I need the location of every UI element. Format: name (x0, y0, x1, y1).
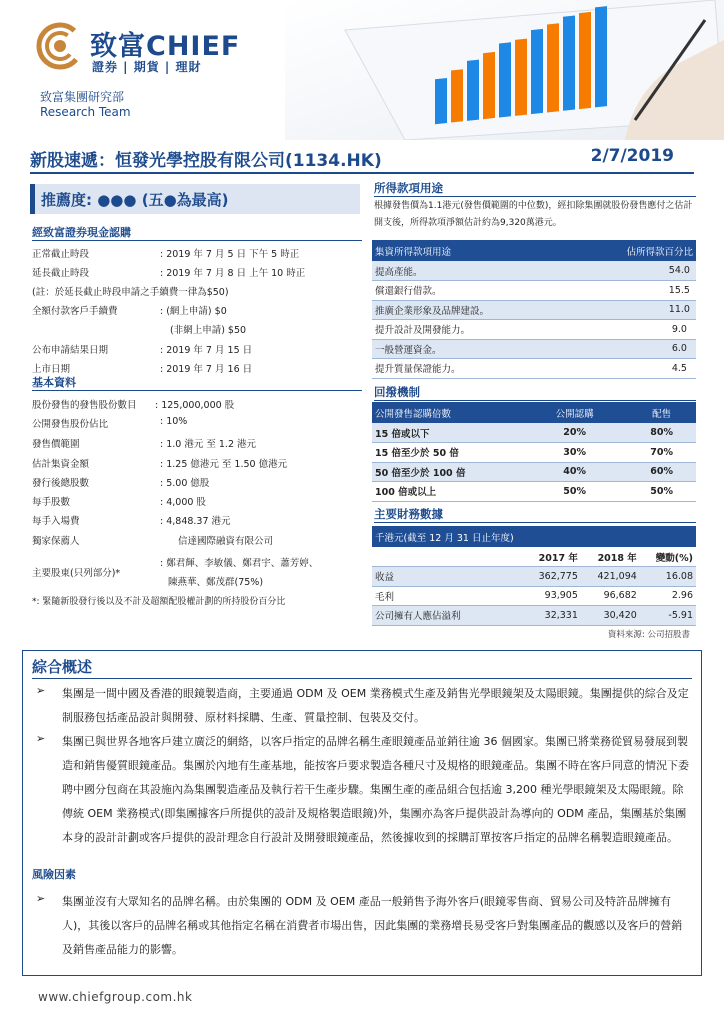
cell (372, 547, 522, 567)
cell: 15.5 (496, 281, 696, 301)
cell: 40% (522, 462, 627, 482)
table-header: 集資所得款項用途 (372, 240, 496, 261)
kv-value: : 鄭君輝、李敏儀、鄭君宇、蕭芳婷、 (160, 558, 319, 569)
cell: 11.0 (496, 300, 696, 320)
cell: 50 倍至少於 100 倍 (372, 462, 522, 482)
title-divider (30, 172, 694, 174)
kv-label: 主要股東(只列部分)* (32, 568, 121, 579)
summary-paragraph: 集團是一間中國及香港的眼鏡製造商，主要通過 ODM 及 OEM 業務模式生產及銷售光學眼鏡架及太陽眼鏡。集團提供的綜合及定制服務包括產品設計與開發、原材料採購、生產、質量控制、包裝及交付。 (62, 687, 689, 724)
table-header: 公開發售認購倍數 (372, 402, 522, 423)
bullet-arrow-icon: ➢ (36, 684, 46, 697)
cell: 提升質量保證能力。 (372, 359, 496, 379)
cell: 提高產能。 (372, 261, 496, 281)
brand-name: 致富CHIEF (90, 31, 241, 62)
cell: 毛利 (372, 586, 522, 606)
proceeds-heading: 所得款項用途 (374, 181, 443, 195)
kv-value: : 5.00 億股 (160, 478, 210, 489)
cell: -5.91 (640, 606, 696, 626)
cell: 收益 (372, 567, 522, 587)
kv-label: 股份發售的發售股份數目 (32, 400, 137, 411)
table-row (372, 281, 696, 301)
clawback-table (372, 402, 696, 502)
table-caption: 千港元(截至 12 月 31 日止年度) (372, 526, 696, 547)
risk-paragraph: 集團並沒有大眾知名的品牌名稱。由於集團的 ODM 及 OEM 產品一般銷售予海外客戶(眼鏡零售商、貿易公司及特許品牌擁有人)，其後以客戶的品牌名稱或其他指定名稱在消費者市場出售，因此集團的業務增長易受客戶對集團產品的觀感以及客戶的營銷及銷售產品能力的影響。 (62, 895, 683, 956)
table-row (372, 320, 696, 340)
table-row (372, 482, 696, 502)
kv-value: : 125,000,000 股 (155, 400, 235, 411)
kv-label: 公布申請結果日期 (32, 345, 109, 356)
cell: 2.96 (640, 586, 696, 606)
clawback-heading: 回撥機制 (374, 385, 420, 399)
brand-logo (36, 22, 276, 82)
proceeds-text: 根據發售價為1.1港元(發售價範圍的中位數)，經扣除集團就股份發售應付之估計開支後，所得款項淨額估計約為9,320萬港元。 (374, 201, 693, 228)
report-title-row (30, 146, 694, 172)
financials-heading: 主要財務數據 (374, 507, 443, 521)
column-header: 2018 年 (581, 547, 640, 567)
kv-label: 每手股數 (32, 497, 71, 508)
department-name-en: Research Team (40, 105, 131, 119)
cell: 一般營運資金。 (372, 339, 496, 359)
kv-value: 信達國際融資有限公司 (178, 536, 274, 547)
shareholder-note: *: 緊隨新股發行後以及不計及超額配股權計劃的所持股份百分比 (32, 597, 286, 607)
table-row (372, 339, 696, 359)
kv-label: 每手入場費 (32, 516, 80, 527)
kv-value: : 2019 年 7 月 16 日 (160, 364, 253, 375)
kv-label: 正常截止時段 (32, 249, 90, 260)
cell: 30,420 (581, 606, 640, 626)
basic-info-divider (32, 390, 362, 391)
table-row (372, 300, 696, 320)
brand-tagline: 證券 | 期貨 | 理財 (92, 60, 202, 74)
financials-divider (374, 522, 696, 523)
basic-info-heading: 基本資料 (32, 376, 76, 389)
cell: 50% (627, 482, 696, 502)
column-header: 2017 年 (522, 547, 581, 567)
table-row (372, 359, 696, 379)
kv-value: : 4,848.37 港元 (160, 516, 231, 527)
table-row (372, 567, 696, 587)
cell: 6.0 (496, 339, 696, 359)
kv-label: 獨家保薦人 (32, 536, 80, 547)
cell: 54.0 (496, 261, 696, 281)
kv-value: (非網上申請) $50 (170, 325, 247, 336)
recommendation-rating: 推薦度: ●●● (五●為最高) (41, 191, 229, 209)
kv-value: : (網上申請) $0 (160, 306, 227, 317)
table-row (372, 462, 696, 482)
table-row (372, 586, 696, 606)
footer-website-link[interactable]: www.chiefgroup.com.hk (38, 990, 193, 1004)
cell: 32,331 (522, 606, 581, 626)
subscription-divider (32, 240, 362, 241)
banner-chart-image (285, 0, 724, 140)
table-header: 配售 (627, 402, 696, 423)
cell: 362,775 (522, 567, 581, 587)
cell: 16.08 (640, 567, 696, 587)
kv-note: (註：於延長截止時段申請之手續費一律為$50) (32, 287, 229, 298)
cell: 20% (522, 423, 627, 443)
kv-label: 上市日期 (32, 364, 71, 375)
table-header: 公開認購 (522, 402, 627, 423)
kv-value: : 2019 年 7 月 15 日 (160, 345, 253, 356)
table-row (372, 443, 696, 463)
bullet-arrow-icon: ➢ (36, 892, 46, 905)
cell: 9.0 (496, 320, 696, 340)
cell: 100 倍或以上 (372, 482, 522, 502)
kv-label: 延長截止時段 (32, 268, 90, 279)
proceeds-table (372, 240, 696, 379)
subscription-heading: 經致富證券現金認購 (32, 226, 131, 239)
table-header-row (372, 526, 696, 547)
data-source-note: 資料來源: 公司招股書 (607, 630, 690, 640)
cell: 421,094 (581, 567, 640, 587)
cell: 70% (627, 443, 696, 463)
bullet-arrow-icon: ➢ (36, 732, 46, 745)
cell: 償還銀行借款。 (372, 281, 496, 301)
kv-value: : 2019 年 7 月 5 日 下午 5 時正 (160, 249, 300, 260)
kv-label: 全額付款客戶手續費 (32, 306, 118, 317)
summary-paragraph: 集團已與世界各地客戶建立廣泛的網絡，以客戶指定的品牌名稱生產眼鏡產品並銷往逾 36 個國家。集團已將業務從貿易發展到製造和銷售優質眼鏡產品。集團於內地有生產基地，能按客戶要求製造各種尺寸及規格的眼鏡產品。集團不時在客戶同意的情況下委聘中國分包商在其設施內為集團製造產品及執行若干生產步驟。集團生產的產品組合包括逾 3,200 種光學眼鏡架及太陽眼鏡。除傳統 OEM 業務模式(即集團據客戶所提供的設計及規格製造眼鏡)外，集團亦為客戶提供設計為導向的 ODM 產品，集團基於集團本身的設計計劃或客戶提供的設計理念自行設計及開發眼鏡產品，然後據收到的採購訂單按客戶指定的品牌名稱製造眼鏡產品。 (62, 735, 689, 844)
department-name: 致富集團研究部 (40, 90, 125, 104)
cell: 80% (627, 423, 696, 443)
table-row (372, 606, 696, 626)
kv-value: : 10% (160, 416, 188, 427)
cell: 93,905 (522, 586, 581, 606)
cell: 15 倍或以下 (372, 423, 522, 443)
cell: 96,682 (581, 586, 640, 606)
page-header (0, 0, 724, 135)
table-header: 佔所得款百分比 (496, 240, 696, 261)
kv-value: : 4,000 股 (160, 497, 206, 508)
cell: 15 倍至少於 50 倍 (372, 443, 522, 463)
kv-value: : 1.0 港元 至 1.2 港元 (160, 439, 257, 450)
table-header-row (372, 240, 696, 261)
chief-logo-icon (36, 22, 84, 70)
report-date: 2/7/2019 (590, 146, 674, 166)
cell: 30% (522, 443, 627, 463)
table-row (372, 423, 696, 443)
report-title: 新股速遞：恒發光學控股有限公司(1134.HK) (30, 151, 382, 171)
kv-label: 估計集資金額 (32, 459, 90, 470)
clawback-divider (374, 400, 696, 401)
cell: 推廣企業形象及品牌建設。 (372, 300, 496, 320)
recommendation-box (30, 184, 360, 214)
kv-value: : 2019 年 7 月 8 日 上午 10 時正 (160, 268, 306, 279)
cell: 60% (627, 462, 696, 482)
column-header: 變動(%) (640, 547, 696, 567)
table-header-row (372, 547, 696, 567)
table-row (372, 261, 696, 281)
kv-value: : 1.25 億港元 至 1.50 億港元 (160, 459, 288, 470)
cell: 提升設計及開發能力。 (372, 320, 496, 340)
cell: 50% (522, 482, 627, 502)
kv-label: 發行後總股數 (32, 478, 90, 489)
table-header-row (372, 402, 696, 423)
summary-divider (32, 678, 692, 679)
kv-label: 發售價範圍 (32, 439, 80, 450)
risk-heading: 風險因素 (32, 868, 76, 881)
kv-label: 公開發售股份佔比 (32, 419, 109, 430)
cell: 公司擁有人應佔溢利 (372, 606, 522, 626)
kv-value: 陳燕華、鄭茂群(75%) (168, 577, 264, 588)
summary-heading: 綜合概述 (32, 658, 93, 676)
cell: 4.5 (496, 359, 696, 379)
proceeds-divider (374, 196, 696, 197)
financials-table (372, 526, 696, 626)
